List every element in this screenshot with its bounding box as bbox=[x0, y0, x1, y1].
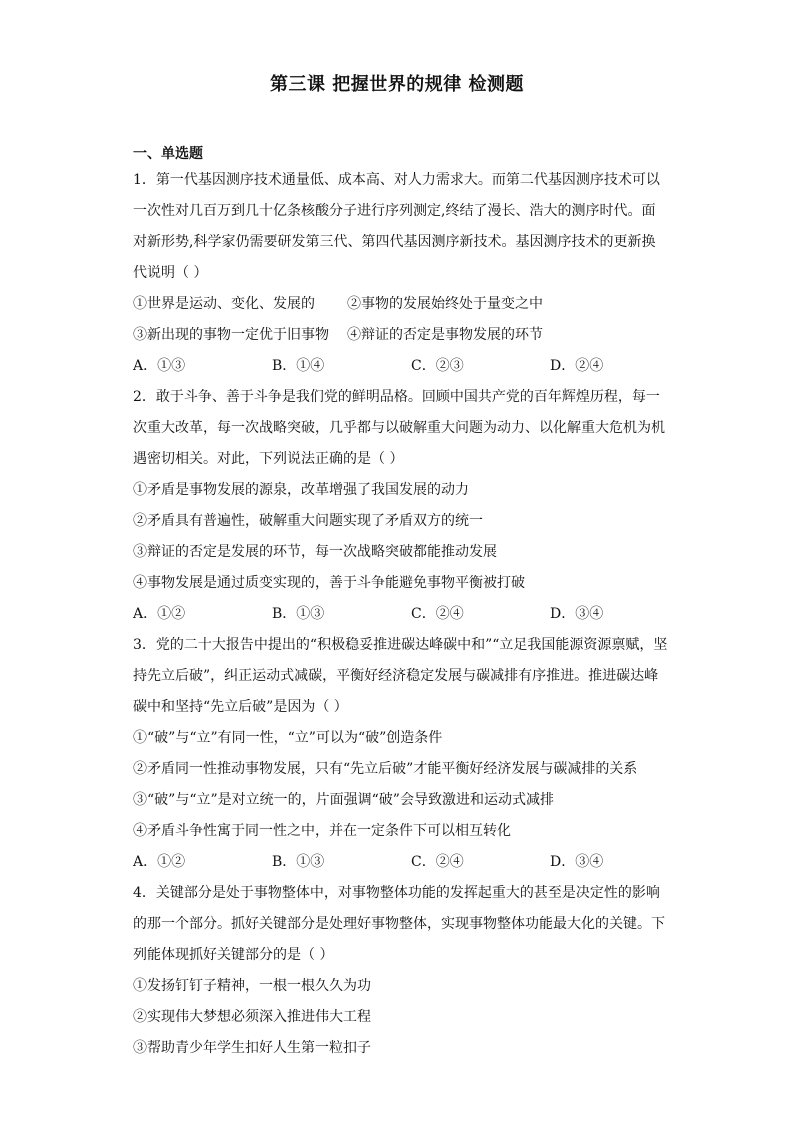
question-stem-line: 碳中和坚持“先立后破”是因为（ ） bbox=[133, 699, 348, 715]
statement-row bbox=[133, 289, 663, 320]
statement-option: ③新出现的事物一定优于旧事物 bbox=[133, 327, 329, 343]
statement-option: ①发扬钉钉子精神，一根一根久久为功 bbox=[133, 978, 371, 994]
answer-choice: A．①② bbox=[133, 606, 186, 622]
statement-option: ①“破”与“立”有同一性，“立”可以为“破”创造条件 bbox=[133, 730, 443, 746]
answer-choice: C．②④ bbox=[411, 854, 464, 870]
answer-choice: A．①③ bbox=[133, 358, 186, 374]
question-stem-line: 一次性对几百万到几十亿条核酸分子进行序列测定,终结了漫长、浩大的测序时代。面 bbox=[133, 203, 656, 219]
answer-choice: B．①③ bbox=[272, 854, 325, 870]
document-title: 第三课 把握世界的规律 检测题 bbox=[269, 74, 525, 95]
statement-option: ①矛盾是事物发展的源泉，改革增强了我国发展的动力 bbox=[133, 482, 469, 498]
question-stem-line: 3．党的二十大报告中提出的“积极稳妥推进碳达峰碳中和”“立足我国能源资源禀赋，坚 bbox=[133, 637, 668, 653]
question-2 bbox=[133, 382, 663, 630]
question-stem-line: 的那一个部分。抓好关键部分是处理好事物整体，实现事物整体功能最大化的关键。下 bbox=[133, 916, 665, 932]
statement-option: ②实现伟大梦想必须深入推进伟大工程 bbox=[133, 1009, 371, 1025]
answer-choice: A．①② bbox=[133, 854, 186, 870]
question-stem-line: 1．第一代基因测序技术通量低、成本高、对人力需求大。而第二代基因测序技术可以 bbox=[133, 172, 660, 188]
answer-choice: D．②④ bbox=[550, 358, 604, 374]
question-stem-line: 2．敢于斗争、善于斗争是我们党的鲜明品格。回顾中国共产党的百年辉煌历程，每一 bbox=[133, 389, 660, 405]
answer-choice: B．①④ bbox=[272, 358, 325, 374]
question-stem-line: 持先立后破”，纠正运动式减碳，平衡好经济稳定发展与碳减排有序推进。推进碳达峰 bbox=[133, 668, 659, 684]
statement-option: ④事物发展是通过质变实现的，善于斗争能避免事物平衡被打破 bbox=[133, 575, 525, 591]
statement-option: ④矛盾斗争性寓于同一性之中，并在一定条件下可以相互转化 bbox=[133, 823, 511, 839]
question-stem-line: 对新形势,科学家仍需要研发第三代、第四代基因测序新技术。基因测序技术的更新换 bbox=[133, 234, 656, 250]
answer-choices bbox=[133, 351, 663, 382]
question-stem-line: 列能体现抓好关键部分的是（ ） bbox=[133, 947, 334, 963]
statement-option: ②矛盾同一性推动事物发展，只有“先立后破”才能平衡好经济发展与碳减排的关系 bbox=[133, 761, 638, 777]
answer-choice: B．①③ bbox=[272, 606, 325, 622]
answer-choice: C．②③ bbox=[411, 358, 464, 374]
question-stem-line: 4．关键部分是处于事物整体中，对事物整体功能的发挥起重大的甚至是决定性的影响 bbox=[133, 885, 660, 901]
answer-choices bbox=[133, 847, 663, 878]
question-4 bbox=[133, 878, 663, 1064]
statement-option: ③辩证的否定是发展的环节，每一次战略突破都能推动发展 bbox=[133, 544, 497, 560]
statement-option: ③帮助青少年学生扣好人生第一粒扣子 bbox=[133, 1040, 371, 1056]
statement-row bbox=[133, 320, 663, 351]
answer-choice: D．③④ bbox=[550, 606, 604, 622]
statement-option: ④辩证的否定是事物发展的环节 bbox=[347, 327, 543, 343]
answer-choice: C．②④ bbox=[411, 606, 464, 622]
statement-option: ②矛盾具有普遍性，破解重大问题实现了矛盾双方的统一 bbox=[133, 513, 483, 529]
question-list bbox=[133, 143, 668, 1064]
statement-option: ②事物的发展始终处于量变之中 bbox=[347, 296, 543, 312]
statement-option: ①世界是运动、变化、发展的 bbox=[133, 296, 315, 312]
section-heading: 一、单选题 bbox=[133, 146, 203, 162]
statement-option: ③“破”与“立”是对立统一的，片面强调“破”会导致激进和运动式减排 bbox=[133, 792, 554, 808]
answer-choices bbox=[133, 599, 663, 630]
question-stem-line: 遇密切相关。对此，下列说法正确的是（ ） bbox=[133, 451, 404, 467]
question-3 bbox=[133, 630, 668, 878]
question-1 bbox=[133, 165, 663, 382]
question-stem-line: 代说明（ ） bbox=[133, 265, 208, 281]
answer-choice: D．③④ bbox=[550, 854, 604, 870]
question-stem-line: 次重大改革，每一次战略突破，几乎都与以破解重大问题为动力、以化解重大危机为机 bbox=[133, 420, 665, 436]
